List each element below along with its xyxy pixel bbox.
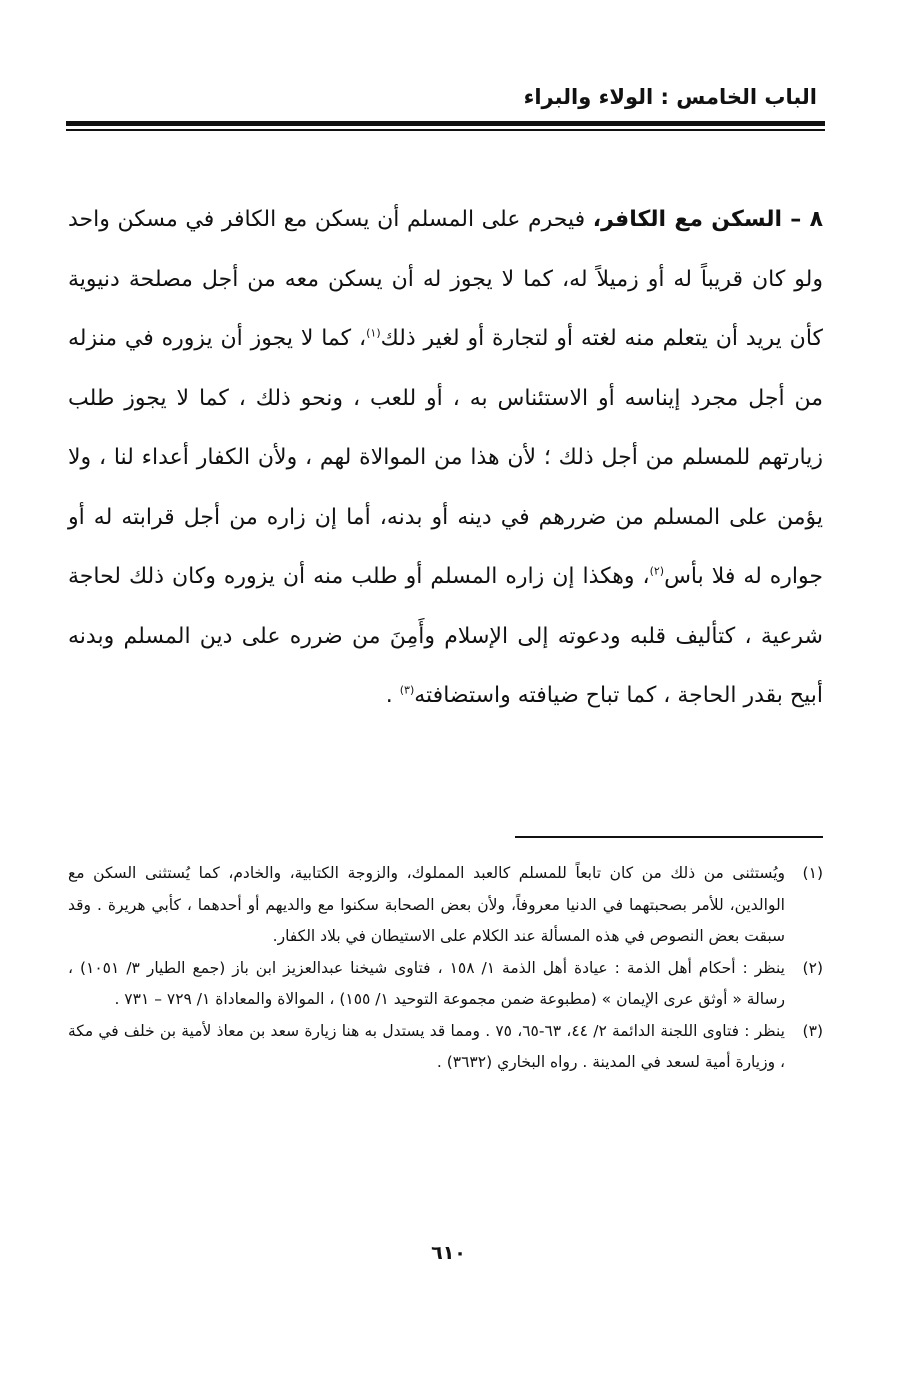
footnote-text: ينظر : أحكام أهل الذمة : عيادة أهل الذمة ١/ ١٥٨ ، فتاوى شيخنا عبدالعزيز ابن باز (جمع الطيار ٣/ ١٠٥١) ، رسالة « أوثق عرى الإيمان » (مطبوعة ضمن مجموعة التوحيد ١/ ١٥٥) ، الموالاة والمعاداة ١/ ٧٢٩ – ٧٣١ . — [68, 958, 785, 1008]
header-rule-thin — [66, 129, 825, 131]
main-paragraph — [68, 190, 823, 726]
footnote-2 — [68, 953, 823, 1016]
footnote-text: ويُستثنى من ذلك من كان تابعاً للمسلم كالعبد المملوك، والزوجة الكتابية، والخادم، كما يُستثنى السكن مع الوالدين، للأمر بصحبتهما في الدنيا معروفاً، ولأن بعض الصحابة سكنوا مع والديهم أو أحدهما ، كأبي هريرة . وقد سبقت بعض النصوص في هذه المسألة عند الكلام على الاستيطان في بلاد الكفار. — [68, 864, 785, 945]
paragraph-text-4: . — [385, 683, 400, 708]
footnote-separator — [515, 836, 823, 838]
running-head: الباب الخامس : الولاء والبراء — [523, 85, 817, 109]
footnote-ref-1: (١) — [366, 326, 381, 340]
footnote-number: (٣) — [802, 1021, 823, 1040]
footnotes — [68, 858, 823, 1079]
footnote-1 — [68, 858, 823, 953]
footnote-number: (١) — [802, 864, 823, 882]
header-rule-thick — [66, 121, 825, 126]
paragraph-text-3: ، وهكذا إن زاره المسلم أو طلب منه أن يزوره وكان ذلك لحاجة شرعية ، كتأليف قلبه ودعوته إلى الإسلام وأَمِنَ من ضرره على دين المسلم وبدنه أبيح بقدر الحاجة ، كما تباح ضيافته واستضافته — [68, 564, 823, 708]
footnote-ref-3: (٣) — [399, 683, 415, 697]
section-lead: ٨ – السكن مع الكافر، — [592, 207, 823, 232]
footnote-ref-2: (٢) — [649, 564, 665, 578]
footnote-number: (٢) — [802, 958, 823, 977]
footnote-text: ينظر : فتاوى اللجنة الدائمة ٢/ ٤٤، ٦٣-٦٥، ٧٥ . ومما قد يستدل به هنا زيارة سعد بن معاذ لأمية بن خلف في مكة ، وزيارة أمية لسعد في المدينة . رواه البخاري (٣٦٣٢) . — [68, 1021, 785, 1071]
paragraph-text-1: فيحرم على المسلم أن يسكن مع الكافر في مسكن واحد ولو كان قريباً له أو زميلاً له، كما لا يجوز له أن يسكن معه من أجل مصلحة دنيوية كأن يريد أن يتعلم منه لغته أو لتجارة أو لغير ذلك — [68, 207, 823, 351]
footnote-3 — [68, 1016, 823, 1079]
paragraph-text-2: ، كما لا يجوز أن يزوره في منزله من أجل مجرد إيناسه أو الاستئناس به ، أو للعب ، ونحو ذلك ، كما لا يجوز طلب زيارتهم للمسلم من أجل ذلك ؛ لأن هذا من الموالاة لهم ، ولأن الكفار أعداء لنا ، ولا يؤمن على المسلم من ضررهم في دينه أو بدنه، أما إن زاره من أجل قرابته له أو جواره له فلا بأس — [68, 326, 824, 589]
page-number: ٦١٠ — [431, 1242, 466, 1264]
